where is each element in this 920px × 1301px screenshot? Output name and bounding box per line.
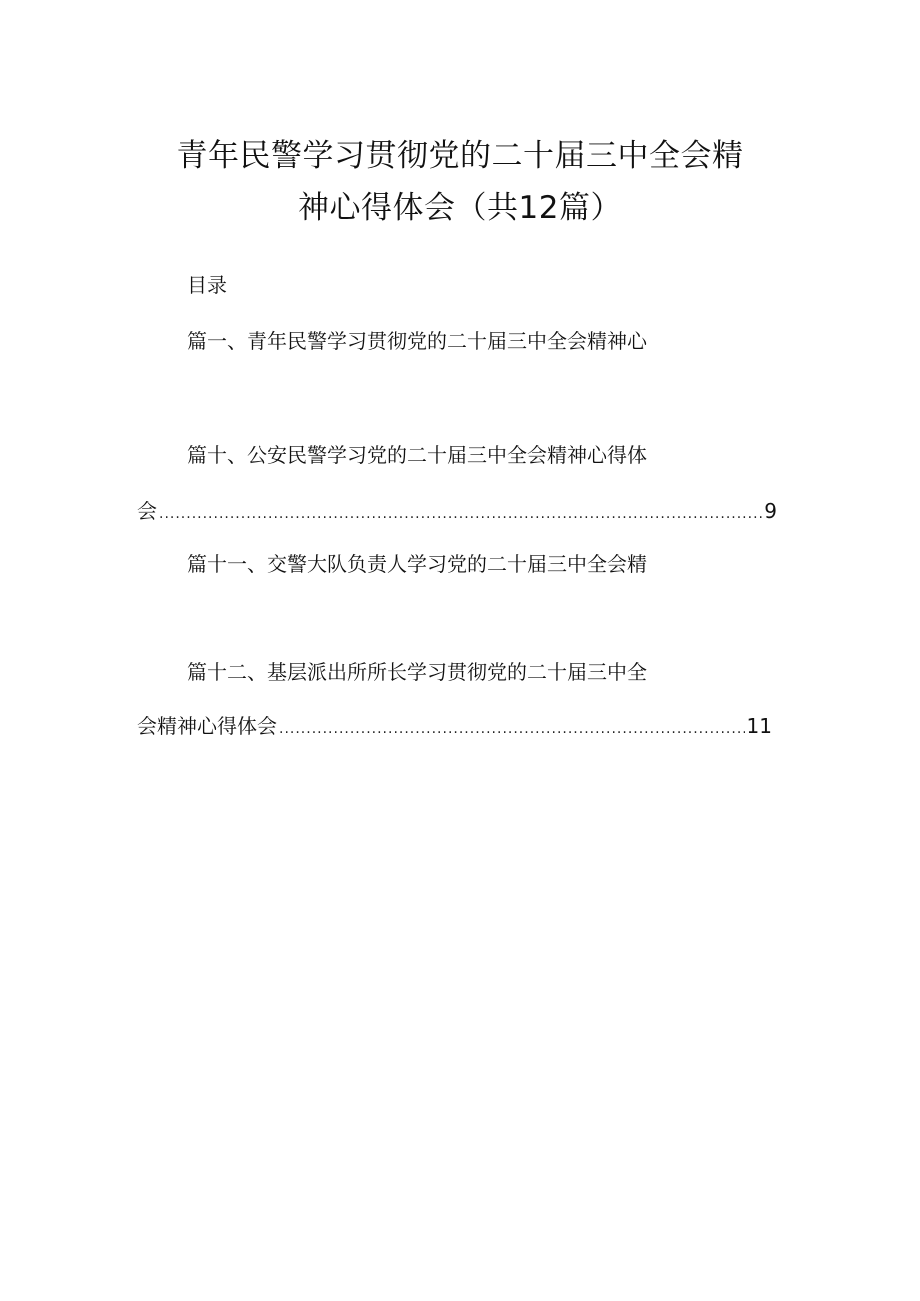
document-title-line-1: 青年民警学习贯彻党的二十届三中全会精 xyxy=(176,138,744,174)
toc-entry-11[interactable]: 篇十一、交警大队负责人学习党的二十届三中全会精 xyxy=(187,552,647,576)
toc-entry-text: 会精神心得体会 xyxy=(137,714,277,738)
toc-heading: 目录 xyxy=(187,273,227,297)
dot-leader xyxy=(159,500,762,528)
toc-page-number: 9 xyxy=(764,499,777,523)
dot-leader xyxy=(279,715,745,743)
toc-entry-12[interactable]: 篇十二、基层派出所所长学习贯彻党的二十届三中全 xyxy=(187,660,647,684)
toc-entry-10[interactable]: 篇十、公安民警学习党的二十届三中全会精神心得体 xyxy=(187,443,647,467)
toc-page-number: 11 xyxy=(746,714,772,738)
toc-entry-text: 会 xyxy=(137,499,157,523)
toc-entry-12-continuation[interactable] xyxy=(137,712,772,743)
toc-entry-10-continuation[interactable] xyxy=(137,497,777,528)
toc-entry-1[interactable]: 篇一、青年民警学习贯彻党的二十届三中全会精神心 xyxy=(187,329,647,353)
document-title-line-2: 神心得体会（共12篇） xyxy=(298,190,622,226)
